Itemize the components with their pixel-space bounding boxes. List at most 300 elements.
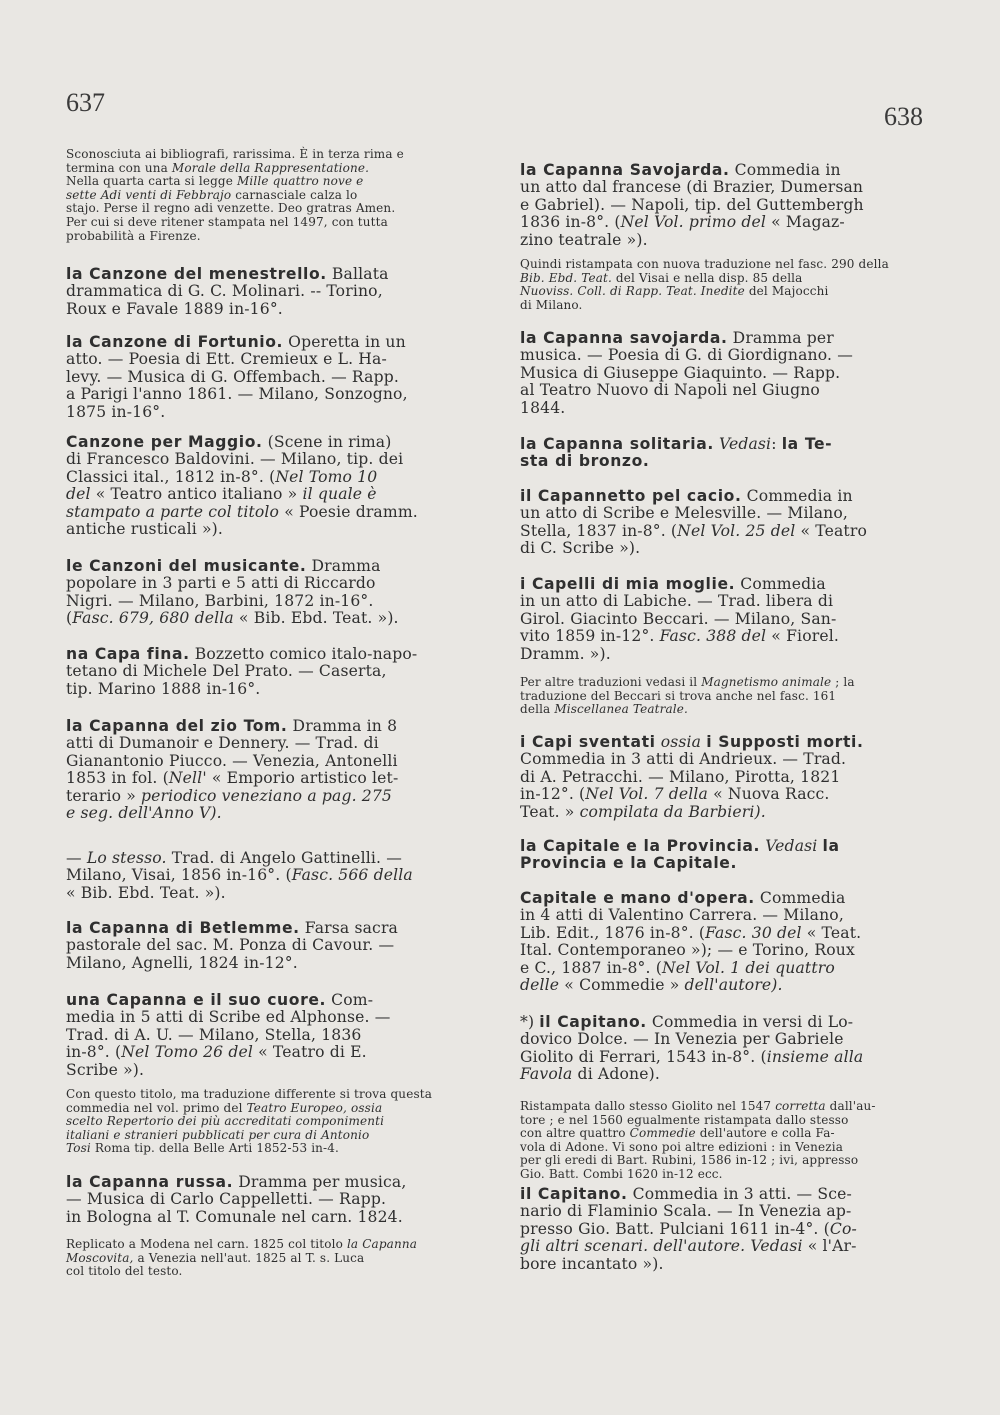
body-text: della [520, 702, 555, 717]
italic-text: delle [520, 976, 560, 995]
body-text: Stella, 1837 in-8°. ( [520, 521, 678, 540]
italic-text: Moscovita, [66, 1250, 134, 1265]
body-text: e C., 1887 in-8°. ( [520, 958, 662, 977]
text-line [520, 285, 889, 299]
text-line [66, 735, 398, 752]
catalog-entry [520, 162, 864, 249]
body-text: Nigri. — Milano, Barbini, 1872 in-16°. [66, 591, 374, 610]
body-text: traduzione del Beccari si trova anche nel fasc. 161 [520, 688, 837, 703]
italic-text: Miscellanea Teatrale. [554, 702, 689, 717]
body-text: col titolo del testo. [66, 1264, 183, 1279]
text-line [66, 663, 417, 680]
body-text: levy. — Musica di G. Offembach. — Rapp. [66, 367, 399, 386]
catalog-entry [66, 266, 389, 318]
body-text: Commedia in [729, 161, 841, 179]
body-text: pastorale del sac. M. Ponza di Cavour. — [66, 936, 395, 955]
body-text: con altre quattro [520, 1126, 630, 1141]
entry-heading: la Canzone del menestrello. [66, 265, 327, 283]
text-line [66, 575, 399, 592]
text-line [520, 942, 861, 959]
body-text: — Musica di Carlo Cappelletti. — Rapp. [66, 1190, 387, 1209]
body-text: presso Gio. Batt. Pulciani 1611 in-4°. ( [520, 1219, 830, 1238]
body-text: carnasciale calza lo [231, 187, 358, 202]
text-line [66, 434, 418, 451]
text-line [520, 1066, 863, 1083]
text-line [66, 920, 398, 937]
body-text: Ital. Contemporaneo »); — e Torino, Roux [520, 941, 855, 960]
catalog-entry [520, 576, 839, 663]
text-line [66, 718, 398, 735]
italic-text: italiani e stranieri pubblicati per cura di Antonio [66, 1127, 370, 1142]
text-line [520, 646, 839, 663]
text-line [66, 521, 418, 538]
body-text: « Teat. [801, 923, 862, 942]
body-text: popolare in 3 parti e 5 atti di Riccardo [66, 574, 376, 593]
body-text: Giolito di Ferrari, 1543 in-8°. ( [520, 1047, 767, 1066]
entry-heading: la [822, 837, 840, 855]
text-line [520, 751, 863, 768]
body-text: zino teatrale »). [520, 230, 648, 249]
text-line [520, 179, 864, 196]
text-line [66, 1009, 390, 1026]
body-text: Roma tip. della Belle Arti 1852-53 in-4. [90, 1141, 340, 1156]
text-line [66, 558, 399, 575]
entry-heading: il Capitano. [539, 1013, 647, 1031]
italic-text: il quale è [302, 485, 377, 504]
body-text: in-12°. ( [520, 785, 586, 804]
text-line [520, 1141, 876, 1155]
body-text: 1836 in-8°. ( [520, 213, 621, 232]
text-line [66, 1088, 432, 1102]
text-line [520, 1186, 857, 1203]
body-text: « Nuova Racc. [708, 785, 830, 804]
catalog-entry [520, 488, 867, 558]
body-text: commedia nel vol. primo del [66, 1100, 247, 1115]
body-text: un atto di Scribe e Melesville. — Milano, [520, 504, 849, 523]
body-text: « Emporio artistico let- [206, 769, 399, 788]
italic-text: Nel Vol. 25 del [677, 521, 796, 540]
italic-text: Nell' [168, 769, 207, 788]
text-line [66, 1102, 432, 1116]
text-line [520, 593, 839, 610]
text-line [520, 382, 853, 399]
note-paragraph [520, 258, 889, 312]
body-text: di A. Petracchi. — Milano, Pirotta, 1821 [520, 767, 841, 786]
text-line [520, 628, 839, 645]
text-line [66, 469, 418, 486]
body-text: Commedia in 3 atti di Andrieux. — Trad. [520, 750, 847, 769]
body-text: Commedia in versi di Lo- [646, 1013, 854, 1031]
italic-text: Teatro Europeo, ossia [246, 1100, 383, 1115]
text-line [520, 1031, 863, 1048]
text-line [66, 351, 408, 368]
body-text: di Adone). [572, 1065, 660, 1084]
body-text: Farsa sacra [299, 919, 398, 937]
text-line [66, 369, 408, 386]
body-text: probabilità a Firenze. [66, 228, 201, 243]
body-text: Dramma [306, 557, 381, 575]
text-line [520, 804, 863, 821]
catalog-entry [520, 734, 863, 821]
body-text: termina con una [66, 160, 172, 175]
body-text: Musica di Giuseppe Giaquinto. — Rapp. [520, 363, 841, 382]
italic-text: Lo stesso. [86, 849, 167, 867]
entry-heading: il Capitano. [520, 1185, 628, 1203]
body-text: di Francesco Baldovini. — Milano, tip. dei [66, 450, 404, 469]
italic-text: Mille quattro nove e [236, 174, 364, 189]
text-line [66, 1265, 417, 1279]
entry-heading: la Capanna del zio Tom. [66, 717, 288, 735]
body-text: tore ; e nel 1560 egualmente ristampata dallo stesso [520, 1112, 849, 1127]
body-text: dovico Dolce. — In Venezia per Gabriele [520, 1030, 844, 1049]
text-line [520, 436, 832, 453]
text-line [520, 400, 853, 417]
text-line [66, 1062, 390, 1079]
text-line [66, 189, 404, 203]
body-text: atti di Dumanoir e Dennery. — Trad. di [66, 734, 379, 753]
catalog-entry [66, 920, 398, 972]
italic-text: Fasc. 566 della [291, 866, 413, 885]
catalog-entry [520, 838, 840, 873]
italic-text: Bib. Ebd. Teat. [520, 270, 612, 285]
text-line [66, 162, 404, 176]
body-text: a Venezia nell'aut. 1825 al T. s. Luca [133, 1250, 365, 1265]
body-text: Scribe »). [66, 1060, 145, 1079]
body-text: drammatica di G. C. Molinari. -- Torino, [66, 282, 383, 301]
text-line [520, 272, 889, 286]
italic-text: del [66, 485, 91, 504]
text-line [66, 1142, 432, 1156]
catalog-entry [66, 992, 390, 1079]
body-text: bore incantato »). [520, 1254, 664, 1273]
entry-heading: i Capelli di mia moglie. [520, 575, 736, 593]
catalog-entry [520, 330, 853, 417]
text-line [66, 451, 418, 468]
text-line [520, 690, 855, 704]
entry-heading: la Capanna Savojarda. [520, 161, 730, 179]
italic-text: Commedie [629, 1126, 696, 1141]
body-text: 1853 in fol. ( [66, 769, 169, 788]
text-line [520, 1049, 863, 1066]
text-line [520, 347, 853, 364]
body-text: « Bib. Ebd. Teat. »). [233, 609, 399, 628]
catalog-entry [66, 1174, 406, 1226]
note-paragraph [66, 1238, 417, 1279]
text-line [520, 576, 839, 593]
body-text: ( [66, 609, 73, 628]
text-line [520, 453, 832, 470]
note-paragraph [66, 148, 404, 243]
text-line [520, 299, 889, 313]
entry-heading: la Canzone di Fortunio. [66, 333, 284, 351]
text-line [520, 786, 863, 803]
text-line [66, 334, 408, 351]
body-text: Trad. di A. U. — Milano, Stella, 1836 [66, 1025, 362, 1044]
body-text: « l'Ar- [802, 1237, 857, 1256]
entry-heading: la Te- [781, 435, 833, 453]
text-line [66, 266, 389, 283]
body-text: Operetta in un [283, 333, 406, 351]
body-text: Dramma per [727, 329, 834, 347]
text-line [520, 1114, 876, 1128]
text-line [520, 703, 855, 717]
body-text: Milano, Visai, 1856 in-16°. ( [66, 866, 292, 885]
body-text: « Poesie dramm. [279, 502, 418, 521]
text-line [520, 488, 867, 505]
text-line [520, 330, 853, 347]
catalog-entry [66, 718, 398, 822]
text-line [66, 486, 418, 503]
text-line [520, 676, 855, 690]
italic-text: Nel Vol. 7 della [585, 785, 708, 804]
body-text: di Milano. [520, 297, 583, 312]
body-text: Per cui si deve ritener stampata nel 1497, con tutta [66, 214, 388, 229]
body-text: *) [520, 1013, 540, 1031]
text-line [66, 1238, 417, 1252]
italic-text: Magnetismo animale [701, 675, 832, 689]
text-line [520, 925, 861, 942]
text-line [520, 505, 867, 522]
text-line [66, 850, 413, 867]
text-line [66, 788, 398, 805]
italic-text: Nel Vol. primo del [620, 213, 766, 232]
body-text: 1875 in-16°. [66, 402, 166, 421]
italic-text: stampato a parte col titolo [66, 502, 280, 521]
body-text: Roux e Favale 1889 in-16°. [66, 299, 283, 318]
italic-text: Fasc. 679, 680 della [72, 609, 234, 628]
text-line [66, 955, 398, 972]
italic-text: Nel Tomo 26 del [121, 1043, 253, 1062]
italic-text: Tosi [66, 1141, 91, 1156]
note-paragraph [520, 676, 855, 717]
text-line [66, 283, 389, 300]
body-text: Quindi ristampata con nuova traduzione nel fasc. 290 della [520, 257, 889, 271]
page-number-left: 637 [66, 88, 105, 117]
text-line [66, 867, 413, 884]
body-text: « Commedie » [559, 976, 685, 995]
italic-text: Fasc. 388 del [659, 627, 767, 646]
text-line [66, 202, 404, 216]
text-line [520, 162, 864, 179]
text-line [66, 404, 408, 421]
italic-text: ossia [660, 733, 702, 751]
body-text: « Magaz- [766, 213, 845, 232]
text-line [520, 855, 840, 872]
body-text: Nella quarta carta si legge [66, 174, 237, 189]
text-line [520, 258, 889, 272]
italic-text: insieme alla [766, 1047, 864, 1066]
body-text: Per altre traduzioni vedasi il [520, 675, 702, 689]
text-line [66, 646, 417, 663]
text-line [66, 1191, 406, 1208]
body-text: Gianantonio Piucco. — Venezia, Antonelli [66, 751, 398, 770]
body-text: in-8°. ( [66, 1043, 122, 1062]
text-line [66, 992, 390, 1009]
body-text: Con questo titolo, ma traduzione differente si trova questa [66, 1087, 433, 1101]
body-text: Commedia [754, 889, 846, 907]
body-text: musica. — Poesia di G. di Giordignano. — [520, 346, 853, 365]
text-line [520, 960, 861, 977]
body-text: in Bologna al T. Comunale nel carn. 1824. [66, 1207, 403, 1226]
text-line [66, 1252, 417, 1266]
text-line [66, 805, 398, 822]
entry-heading: la Capanna solitaria. [520, 435, 714, 453]
entry-heading: la Capitale e la Provincia. [520, 837, 761, 855]
text-line [66, 1044, 390, 1061]
body-text: antiche rusticali »). [66, 520, 224, 539]
body-text: Bozzetto comico italo-napo- [189, 645, 418, 663]
text-line [520, 1256, 857, 1273]
text-line [520, 232, 864, 249]
body-text: del Majocchi [744, 284, 829, 299]
text-line [66, 1027, 390, 1044]
text-line [520, 540, 867, 557]
text-line [520, 769, 863, 786]
italic-text: Nuoviss. Coll. di Rapp. Teat. Inedite [520, 284, 745, 299]
body-text: « Teatro antico italiano » [90, 485, 303, 504]
catalog-entry [520, 1186, 857, 1273]
body-text: Girol. Giacinto Beccari. — Milano, San- [520, 609, 837, 628]
text-line [66, 230, 404, 244]
text-line [66, 937, 398, 954]
body-text: Ballata [326, 265, 389, 283]
italic-text: dell'autore). [684, 976, 783, 995]
body-text: vola di Adone. Vi sono poi altre edizioni : in Venezia [520, 1139, 843, 1154]
text-line [520, 523, 867, 540]
catalog-entry [520, 1014, 863, 1084]
text-line [66, 885, 413, 902]
entry-heading: la Capanna russa. [66, 1173, 234, 1191]
body-text: « Bib. Ebd. Teat. »). [66, 883, 226, 902]
body-text: un atto dal francese (di Brazier, Dumersan [520, 178, 864, 197]
body-text: « Teatro di E. [253, 1043, 367, 1062]
body-text: Trad. di Angelo Gattinelli. — [166, 849, 402, 867]
body-text: al Teatro Nuovo di Napoli nel Giugno [520, 381, 820, 400]
text-line [520, 1154, 876, 1168]
body-text: « Fiorel. [766, 627, 839, 646]
catalog-entry [66, 434, 418, 538]
text-line [66, 386, 408, 403]
body-text: in 4 atti di Valentino Carrera. — Milano, [520, 906, 844, 925]
text-line [520, 1100, 876, 1114]
body-text: Commedia in 3 atti. — Sce- [627, 1185, 852, 1203]
text-line [520, 890, 861, 907]
text-line [520, 197, 864, 214]
entry-heading: la Capanna savojarda. [520, 329, 728, 347]
text-line [520, 838, 840, 855]
italic-text: periodico veneziano a pag. 275 [141, 786, 393, 805]
italic-text: Nel Tomo 10 [275, 467, 378, 486]
text-line [66, 681, 417, 698]
text-line [520, 1127, 876, 1141]
body-text: ; la [831, 675, 855, 689]
text-line [66, 175, 404, 189]
italic-text: e seg. dell'Anno V). [66, 804, 222, 823]
catalog-entry [520, 890, 861, 994]
text-line [520, 1221, 857, 1238]
catalog-entry [66, 334, 408, 421]
italic-text: corretta [775, 1099, 826, 1113]
catalog-entry [66, 646, 417, 698]
italic-text: sette Adi venti di Febbrajo [66, 187, 232, 202]
italic-text: Co- [829, 1219, 857, 1238]
body-text: di C. Scribe »). [520, 539, 641, 558]
body-text: Dramma in 8 [287, 717, 398, 735]
text-line [520, 734, 863, 751]
entry-heading: i Capi sventati [520, 733, 656, 751]
text-line [520, 365, 853, 382]
text-line [66, 1209, 406, 1226]
body-text: stajo. Perse il regno adi venzette. Deo gratras Amen. [66, 201, 396, 216]
entry-heading: i Supposti morti. [706, 733, 864, 751]
text-line [66, 753, 398, 770]
body-text: terario » [66, 786, 142, 805]
body-text: dall'au- [825, 1099, 876, 1113]
italic-text: Morale della Rappresentatione. [171, 160, 370, 175]
text-line [520, 611, 839, 628]
text-line [66, 504, 418, 521]
body-text: Dramma per musica, [233, 1173, 407, 1191]
body-text: e Gabriel). — Napoli, tip. del Guttembergh [520, 195, 864, 214]
italic-text: gli altri scenari. dell'autore. Vedasi [520, 1237, 803, 1256]
text-line [520, 1203, 857, 1220]
note-paragraph [66, 1088, 432, 1156]
body-text: tetano di Michele Del Prato. — Caserta, [66, 662, 387, 681]
italic-text: la Capanna [346, 1237, 418, 1251]
body-text: Ristampata dallo stesso Giolito nel 1547 [520, 1099, 776, 1113]
text-line [66, 593, 399, 610]
body-text: media in 5 atti di Scribe ed Alphonse. — [66, 1008, 391, 1027]
text-line [520, 1014, 863, 1031]
body-text: Gio. Batt. Combi 1620 in-12 ecc. [520, 1166, 723, 1181]
text-line [520, 1238, 857, 1255]
body-text: del Visai e nella disp. 85 della [611, 270, 803, 285]
entry-heading: sta di bronzo. [520, 452, 650, 471]
body-text: Classici ital., 1812 in-8°. ( [66, 467, 276, 486]
entry-heading: Canzone per Maggio. [66, 433, 263, 451]
text-line [520, 907, 861, 924]
body-text: tip. Marino 1888 in-16°. [66, 679, 261, 698]
body-text: Commedia in [741, 487, 853, 505]
body-text: Replicato a Modena nel carn. 1825 col titolo [66, 1237, 347, 1251]
body-text: Lib. Edit., 1876 in-8°. ( [520, 923, 706, 942]
note-paragraph [520, 1100, 876, 1182]
body-text: in un atto di Labiche. — Trad. libera di [520, 592, 834, 611]
catalog-entry [520, 436, 832, 471]
italic-text: Vedasi [765, 837, 818, 855]
entry-heading: una Capanna e il suo cuore. [66, 991, 327, 1009]
catalog-entry [66, 558, 399, 628]
text-line [66, 1174, 406, 1191]
body-text: atto. — Poesia di Ett. Cremieux e L. Ha- [66, 350, 387, 369]
text-line [66, 148, 404, 162]
body-text: dell'autore e colla Fa- [695, 1126, 835, 1141]
body-text: Milano, Agnelli, 1824 in-12°. [66, 953, 298, 972]
italic-text: compilata da Barbieri). [579, 802, 766, 821]
body-text: Teat. » [520, 802, 580, 821]
text-line [66, 301, 389, 318]
entry-heading: Provincia e la Capitale. [520, 854, 737, 873]
italic-text: Fasc. 30 del [705, 923, 802, 942]
entry-heading: Capitale e mano d'opera. [520, 889, 755, 907]
catalog-entry [66, 850, 413, 902]
italic-text: Favola [520, 1065, 573, 1084]
text-line [66, 216, 404, 230]
body-text: Dramm. »). [520, 644, 611, 663]
body-text: a Parigi l'anno 1861. — Milano, Sonzogno, [66, 385, 408, 404]
entry-heading: la Capanna di Betlemme. [66, 919, 300, 937]
text-line [66, 610, 399, 627]
